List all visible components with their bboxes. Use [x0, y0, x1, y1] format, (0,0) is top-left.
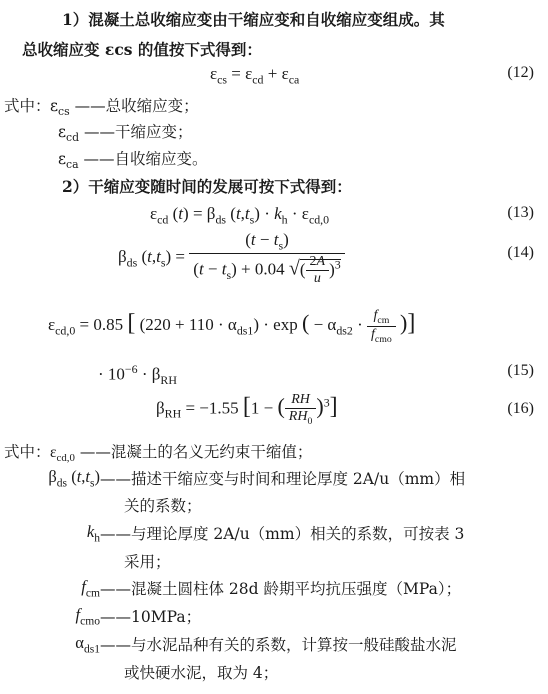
def-beta-ds-line-2: 关的系数； — [124, 497, 202, 515]
term-alpha-ds1: $\alpha_{ds1}$ — [75, 633, 100, 656]
paragraph-2-line-1: 2）干缩应变随时间的发展可按下式得到： — [62, 177, 352, 196]
equation-16: $\beta_{RH} = -1.55$ [1 − ( $\frac{RH}{RH_0}$ )$^3$] — [156, 392, 338, 427]
equation-13: $\varepsilon_{cd}$ $(t) = \beta_{ds}$ $(t,t_s) \cdot k_h \cdot \varepsilon_{cd,0}$ — [150, 204, 330, 227]
equation-12: $\varepsilon_{cs} = \varepsilon_{cd} + \varepsilon_{ca}$ — [210, 64, 300, 87]
term-fcm: $f_{cm}$ — [81, 577, 100, 600]
def-eps-cd0: $\varepsilon_{cd,0}$ ——混凝土的名义无约束干缩值； — [50, 443, 313, 465]
equation-15-line-1: $\varepsilon_{cd,0} = 0.85$ [ $(220 + 110 \cdot \alpha_{ds1}) \cdot \exp$ ( − $\alpha_{ds2}$ · $\frac{f_{cm}}{f_{cmo}}$ )] — [48, 308, 416, 345]
term-kh: $k_h$ — [86, 522, 100, 545]
equation-14-fraction: $(t - t_s)$ $(t - t_s) + 0.04$ √( $\frac{2A}{u}$ )$^3$ — [189, 230, 344, 287]
equation-13-number: (13) — [507, 204, 534, 221]
def-kh-line-2: 采用； — [124, 553, 171, 571]
def-eps-cd: $\varepsilon_{cd}$ ——干缩应变； — [58, 123, 193, 145]
equation-15-line-2: · $10^{-6} \cdot \beta_{RH}$ — [98, 362, 177, 388]
defs2-lead: 式中： — [4, 443, 51, 461]
def-eps-ca-desc: ——自收缩应变。 — [83, 150, 208, 168]
def-kh-line-1: ——与理论厚度 2A/u（mm）相关的系数，可按表 3 — [100, 525, 465, 543]
term-fcmo: $f_{cmo}$ — [75, 605, 100, 628]
defs1-lead: 式中： — [4, 97, 51, 115]
equation-16-number: (16) — [507, 400, 534, 417]
paragraph-1-line-1: 1）混凝土总收缩应变由干缩应变和自收缩应变组成。其 — [62, 10, 445, 29]
equation-12-number: (12) — [507, 64, 534, 81]
def-alpha-ds1-line-2: 或快硬水泥，取为 4； — [124, 664, 279, 682]
def-eps-cd-desc: ——干缩应变； — [83, 123, 193, 141]
equation-14: $\beta_{ds}$ $(t,t_s)$ = $(t - t_s)$ $(t - t_s) + 0.04$ √( $\frac{2A}{u}$ )$^3$ — [118, 230, 345, 287]
def-eps-cs-desc: ——总收缩应变； — [74, 97, 199, 115]
def-eps-ca: $\varepsilon_{ca}$ ——自收缩应变。 — [58, 150, 208, 172]
equation-14-number: (14) — [507, 244, 534, 261]
paragraph-1-line-2: 总收缩应变 εcs 的值按下式得到： — [22, 40, 262, 59]
term-beta-ds: $\beta_{ds}$ $(t,t_s)$ — [48, 467, 100, 490]
def-eps-cs: $\varepsilon_{cs}$ ——总收缩应变； — [50, 97, 199, 119]
def-beta-ds-line-1: ——描述干缩应变与时间和理论厚度 2A/u（mm）相 — [100, 470, 466, 488]
equation-15-number: (15) — [507, 362, 534, 379]
def-fcm: ——混凝土圆柱体 28d 龄期平均抗压强度（MPa）； — [100, 580, 462, 598]
def-alpha-ds1-line-1: ——与水泥品种有关的系数，计算按一般硅酸盐水泥 — [100, 636, 457, 654]
def-eps-cd0-desc: ——混凝土的名义无约束干缩值； — [79, 443, 313, 461]
def-fcmo: ——10MPa； — [100, 608, 202, 626]
